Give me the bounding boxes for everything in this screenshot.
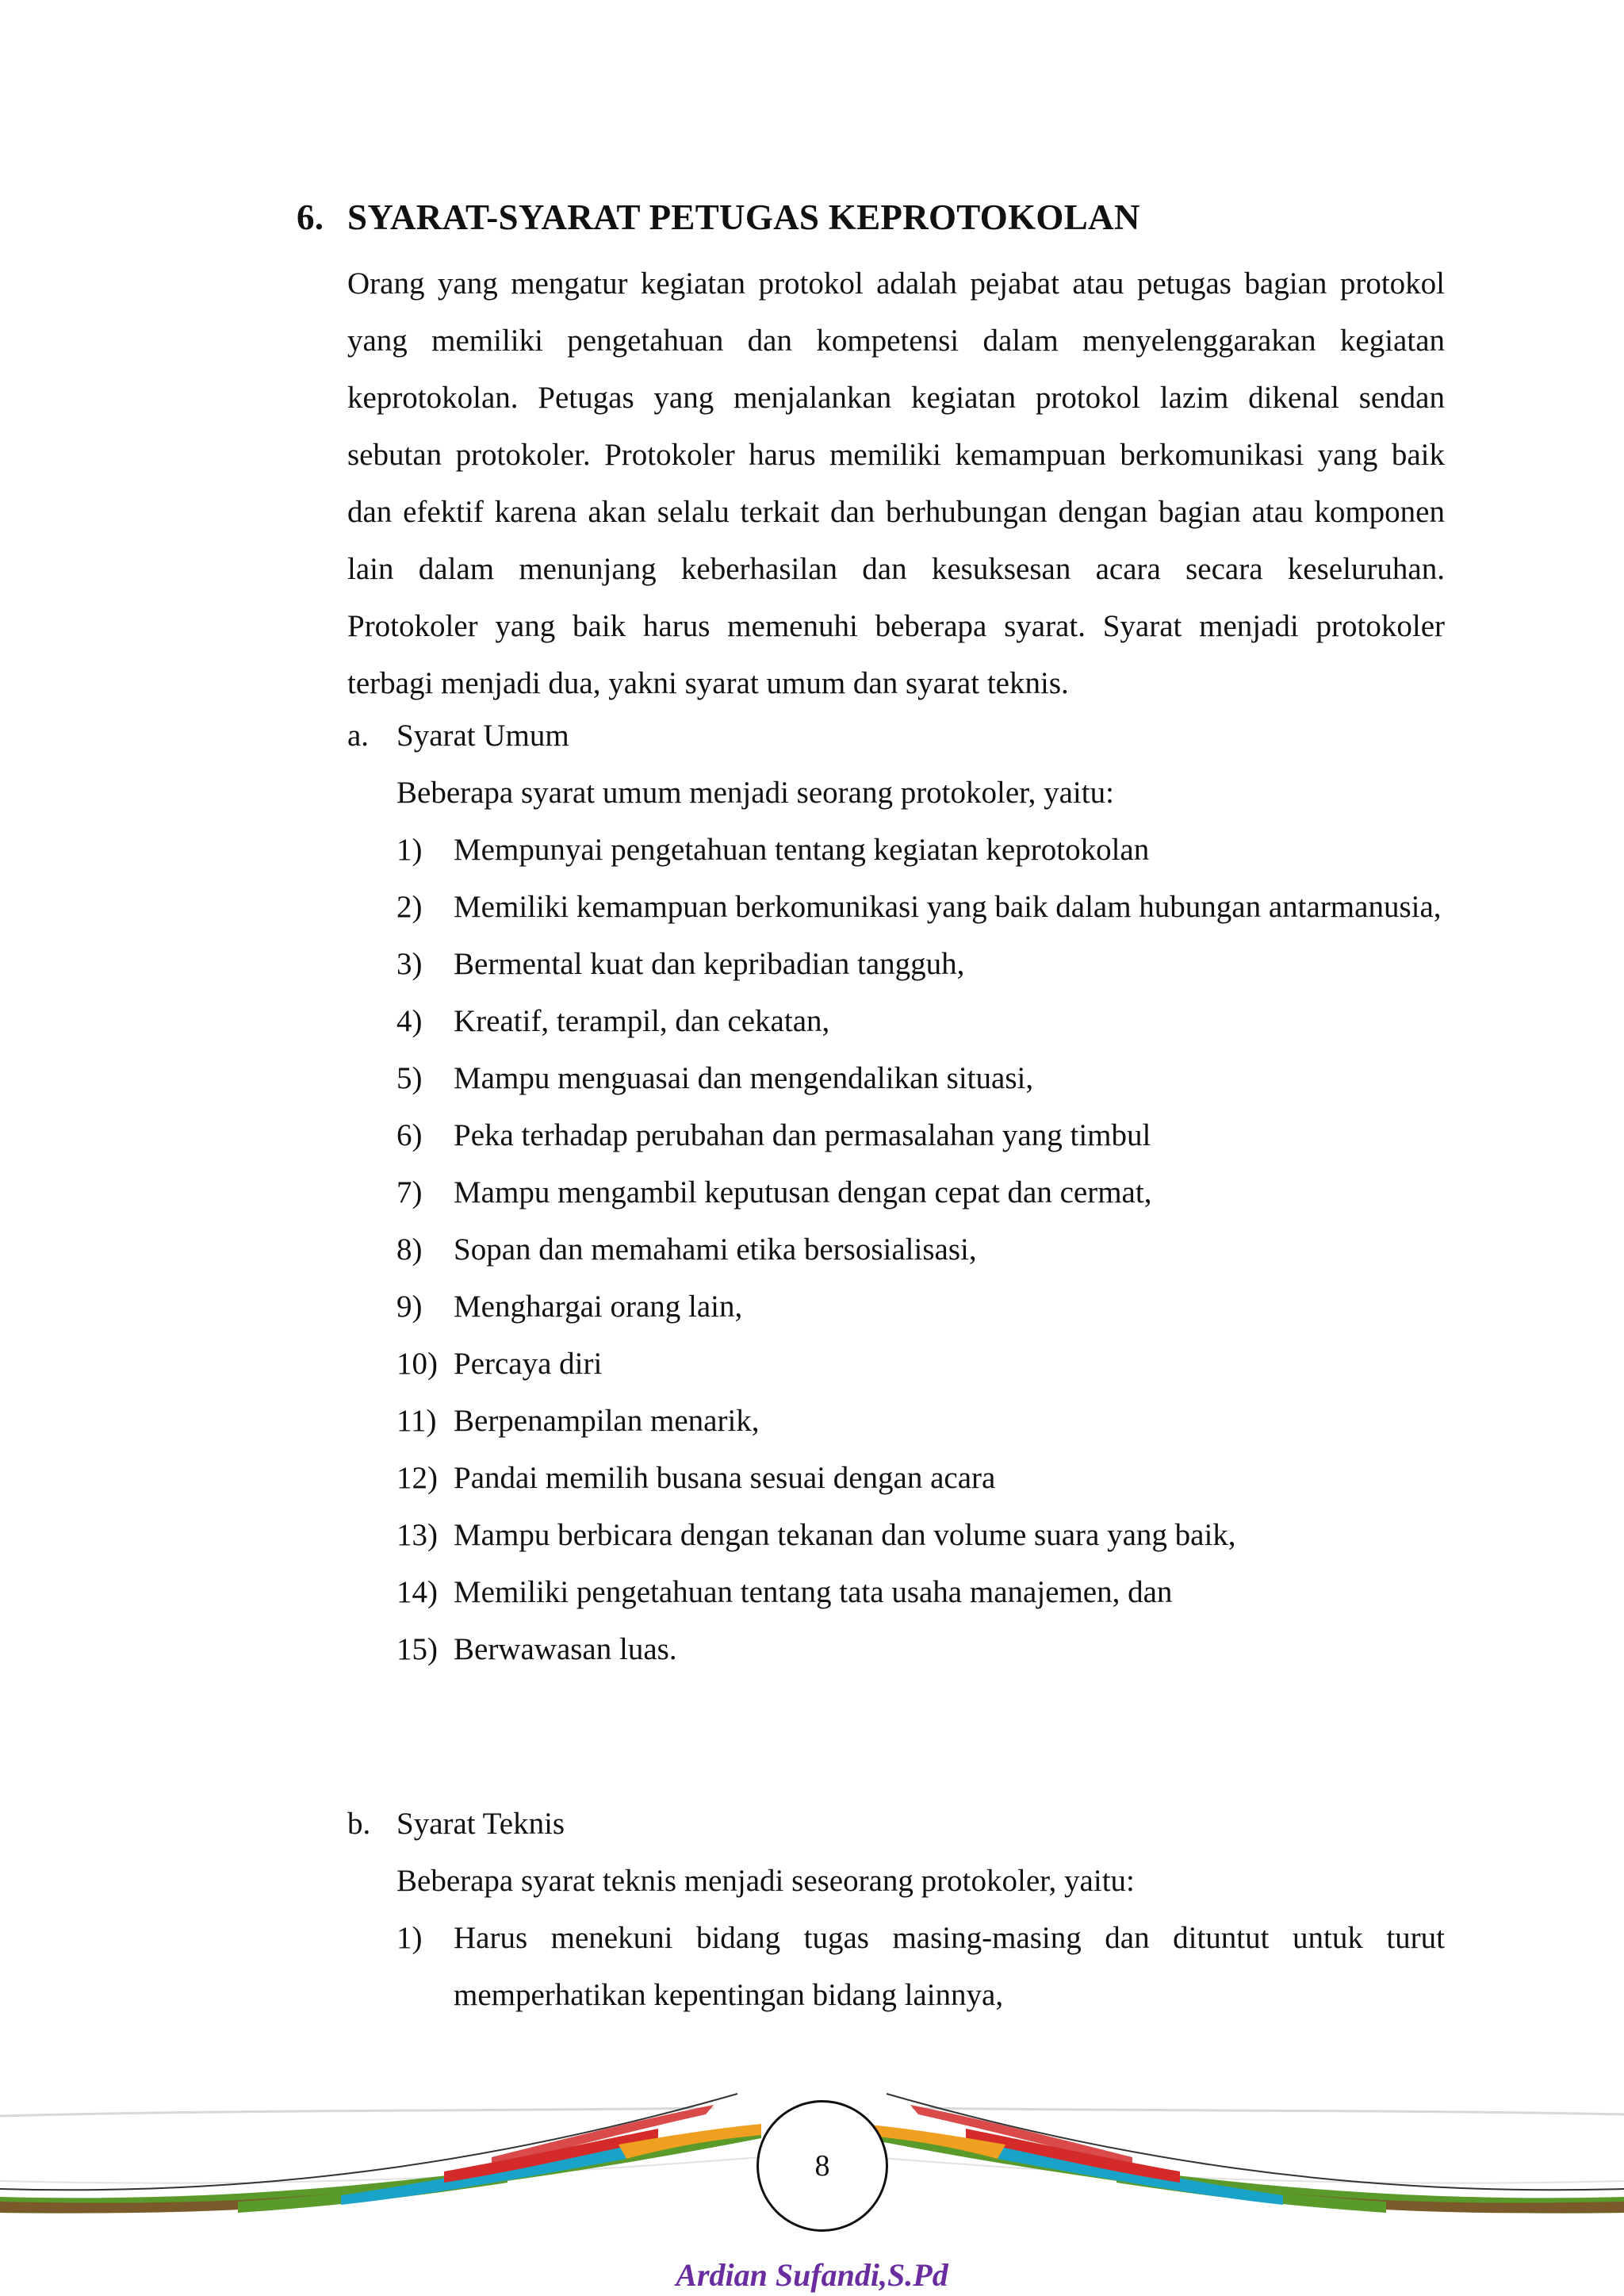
subsection-teknis-letter: b. [347,1807,371,1841]
list-item-number: 1) [396,833,423,867]
list-item-number: 4) [396,1004,423,1038]
list-item [396,1564,1445,1621]
list-item-number: 10) [396,1347,438,1381]
list-item [396,1221,1445,1278]
list-item-text: Sopan dan memahami etika bersosialisasi, [454,1232,977,1267]
list-item-number: 12) [396,1461,438,1495]
list-item-text: Memiliki kemampuan berkomunikasi yang baik dalam hubungan antarmanusia, [454,890,1442,924]
page-number: 8 [814,2149,830,2183]
list-item-text: Peka terhadap perubahan dan permasalahan yang timbul [454,1118,1151,1152]
list-item-number: 8) [396,1232,423,1267]
subsection-umum-heading [347,707,569,765]
list-item-text: Mampu mengambil keputusan dengan cepat dan cermat, [454,1175,1152,1209]
list-item-text: Kreatif, terampil, dan cekatan, [454,1004,830,1038]
list-item [396,1336,1445,1393]
section-paragraph: Orang yang mengatur kegiatan protokol adalah pejabat atau petugas bagian protokol yang memiliki pengetahuan dan kompetensi dalam menyelenggarakan kegiatan keprotokolan. Petugas yang menjalankan kegiatan protokol lazim dikenal sendan sebutan protokoler. Protokoler harus memiliki kemampuan berkomunikasi yang baik dan efektif karena akan selalu terkait dan berhubungan dengan bagian atau komponen lain dalam menunjang keberhasilan dan kesuksesan acara secara keseluruhan. Protokoler yang baik harus memenuhi beberapa syarat. Syarat menjadi protokoler terbagi menjadi dua, yakni syarat umum dan syarat teknis. [347,266,1445,700]
author-credit: Ardian Sufandi,S.Pd [676,2257,948,2293]
list-item [396,1910,1445,2024]
subsection-teknis-title: Syarat Teknis [396,1807,565,1841]
teknis-list [396,1910,1445,2024]
list-item [396,1621,1445,1678]
list-item-text: Pandai memilih busana sesuai dengan acara [454,1461,996,1495]
list-item-number: 15) [396,1632,438,1666]
list-item-number: 2) [396,890,423,924]
list-item-number: 3) [396,947,423,981]
list-item [396,1050,1445,1107]
list-item [396,1450,1445,1507]
list-item [396,879,1445,936]
list-item-text: Berpenampilan menarik, [454,1404,760,1438]
list-item-number: 9) [396,1290,423,1324]
list-item-text: Berwawasan luas. [454,1632,677,1666]
list-item-number: 7) [396,1175,423,1209]
list-item-number: 5) [396,1061,423,1095]
list-item-number: 14) [396,1575,438,1609]
umum-list [396,822,1445,1678]
subsection-umum-letter: a. [347,719,370,753]
list-item-number: 1) [396,1921,423,1955]
section-title: SYARAT-SYARAT PETUGAS KEPROTOKOLAN [347,197,1140,237]
subsection-umum-intro: Beberapa syarat umum menjadi seorang protokoler, yaitu: [396,776,1114,810]
list-item-number: 11) [396,1404,437,1438]
list-item [396,936,1445,993]
list-item-text: Percaya diri [454,1347,603,1381]
subsection-teknis-intro: Beberapa syarat teknis menjadi seseorang protokoler, yaitu: [396,1864,1135,1898]
list-item [396,993,1445,1050]
page-number-badge [756,2100,888,2232]
list-item-number: 13) [396,1518,438,1552]
list-item [396,1107,1445,1164]
list-item [396,1393,1445,1450]
list-item-text: Bermental kuat dan kepribadian tangguh, [454,947,965,981]
list-item-number: 6) [396,1118,423,1152]
list-item [396,822,1445,879]
list-item-text: Memiliki pengetahuan tentang tata usaha manajemen, dan [454,1575,1173,1609]
list-item-text: Menghargai orang lain, [454,1290,743,1324]
list-item [396,1278,1445,1336]
list-item-text: Mampu menguasai dan mengendalikan situasi, [454,1061,1034,1095]
list-item-text: Mampu berbicara dengan tekanan dan volume suara yang baik, [454,1518,1236,1552]
list-item [396,1507,1445,1564]
section-heading [297,197,1486,238]
subsection-teknis-heading [347,1796,565,1853]
list-item-text: Harus menekuni bidang tugas masing-masing dan dituntut untuk turut memperhatikan kepentingan bidang lainnya, [454,1921,1445,2012]
list-item-text: Mempunyai pengetahuan tentang kegiatan keprotokolan [454,833,1150,867]
subsection-umum-title: Syarat Umum [396,719,569,753]
list-item [396,1164,1445,1221]
section-number: 6. [297,197,324,237]
